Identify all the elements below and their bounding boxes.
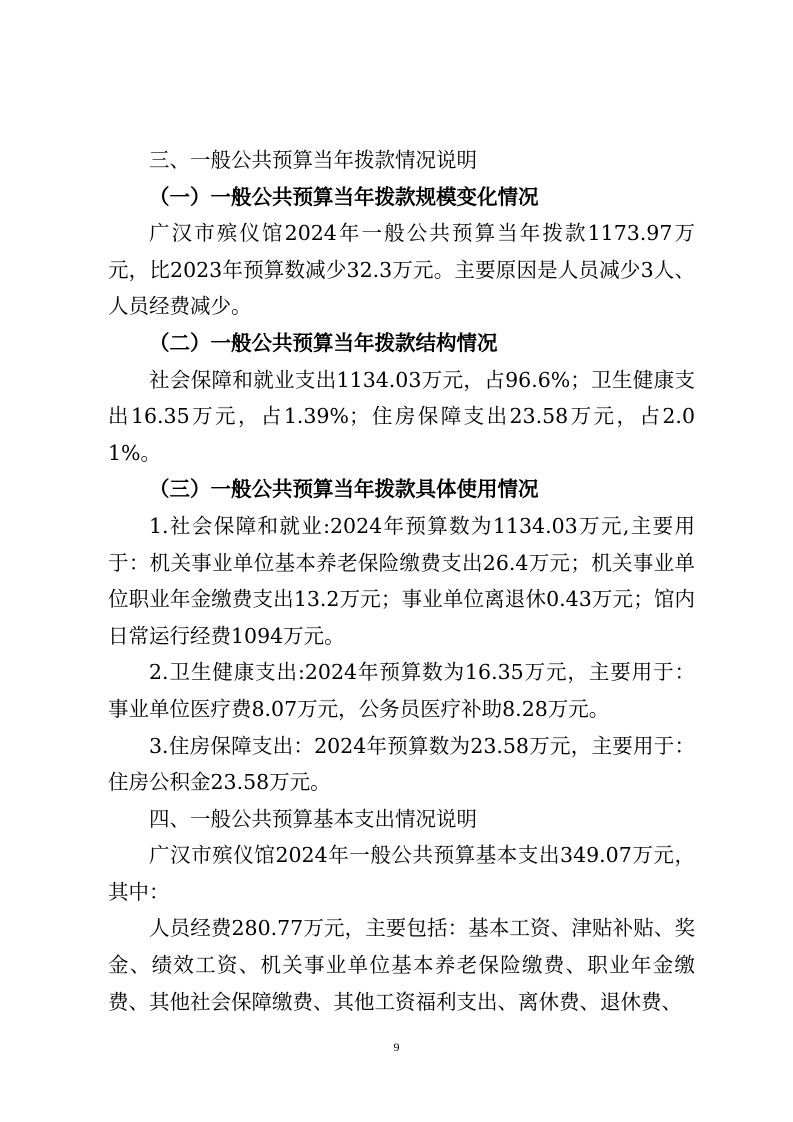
paragraph-health: 2.卫生健康支出:2024年预算数为16.35万元，主要用于：事业单位医疗费8.07万元，公务员医疗补助8.28万元。 [108,660,695,721]
paragraph-basic-expenditure: 广汉市殡仪馆2024年一般公共预算基本支出349.07万元，其中： [108,843,695,904]
subheading-1: （一）一般公共预算当年拨款规模变化情况 [149,184,539,209]
paragraph-scale-change: 广汉市殡仪馆2024年一般公共预算当年拨款1173.97万元，比2023年预算数减少32.3万元。主要原因是人员减少3人、人员经费减少。 [108,221,695,319]
section-heading-3: 三、一般公共预算当年拨款情况说明 [149,148,477,172]
paragraph-social-security: 1.社会保障和就业:2024年预算数为1134.03万元,主要用于：机关事业单位基本养老保险缴费支出26.4万元；机关事业单位职业年金缴费支出13.2万元；事业单位离退休0.43万元；馆内日常运行经费1094万元。 [108,513,695,648]
section-heading-4: 四、一般公共预算基本支出情况说明 [149,806,477,831]
paragraph-structure: 社会保障和就业支出1134.03万元，占96.6%；卫生健康支出16.35万元，占1.39%；住房保障支出23.58万元，占2.01%。 [108,367,695,465]
page-number: 9 [393,1040,400,1054]
subheading-2: （二）一般公共预算当年拨款结构情况 [149,330,498,355]
paragraph-personnel-cost: 人员经费280.77万元，主要包括：基本工资、津贴补贴、奖金、绩效工资、机关事业单位基本养老保险缴费、职业年金缴费、其他社会保障缴费、其他工资福利支出、离休费、退休费、 [108,916,695,1014]
paragraph-housing: 3.住房保障支出：2024年预算数为23.58万元，主要用于：住房公积金23.58万元。 [108,733,695,795]
subheading-3: （三）一般公共预算当年拨款具体使用情况 [149,477,539,502]
document-body [108,142,695,1020]
